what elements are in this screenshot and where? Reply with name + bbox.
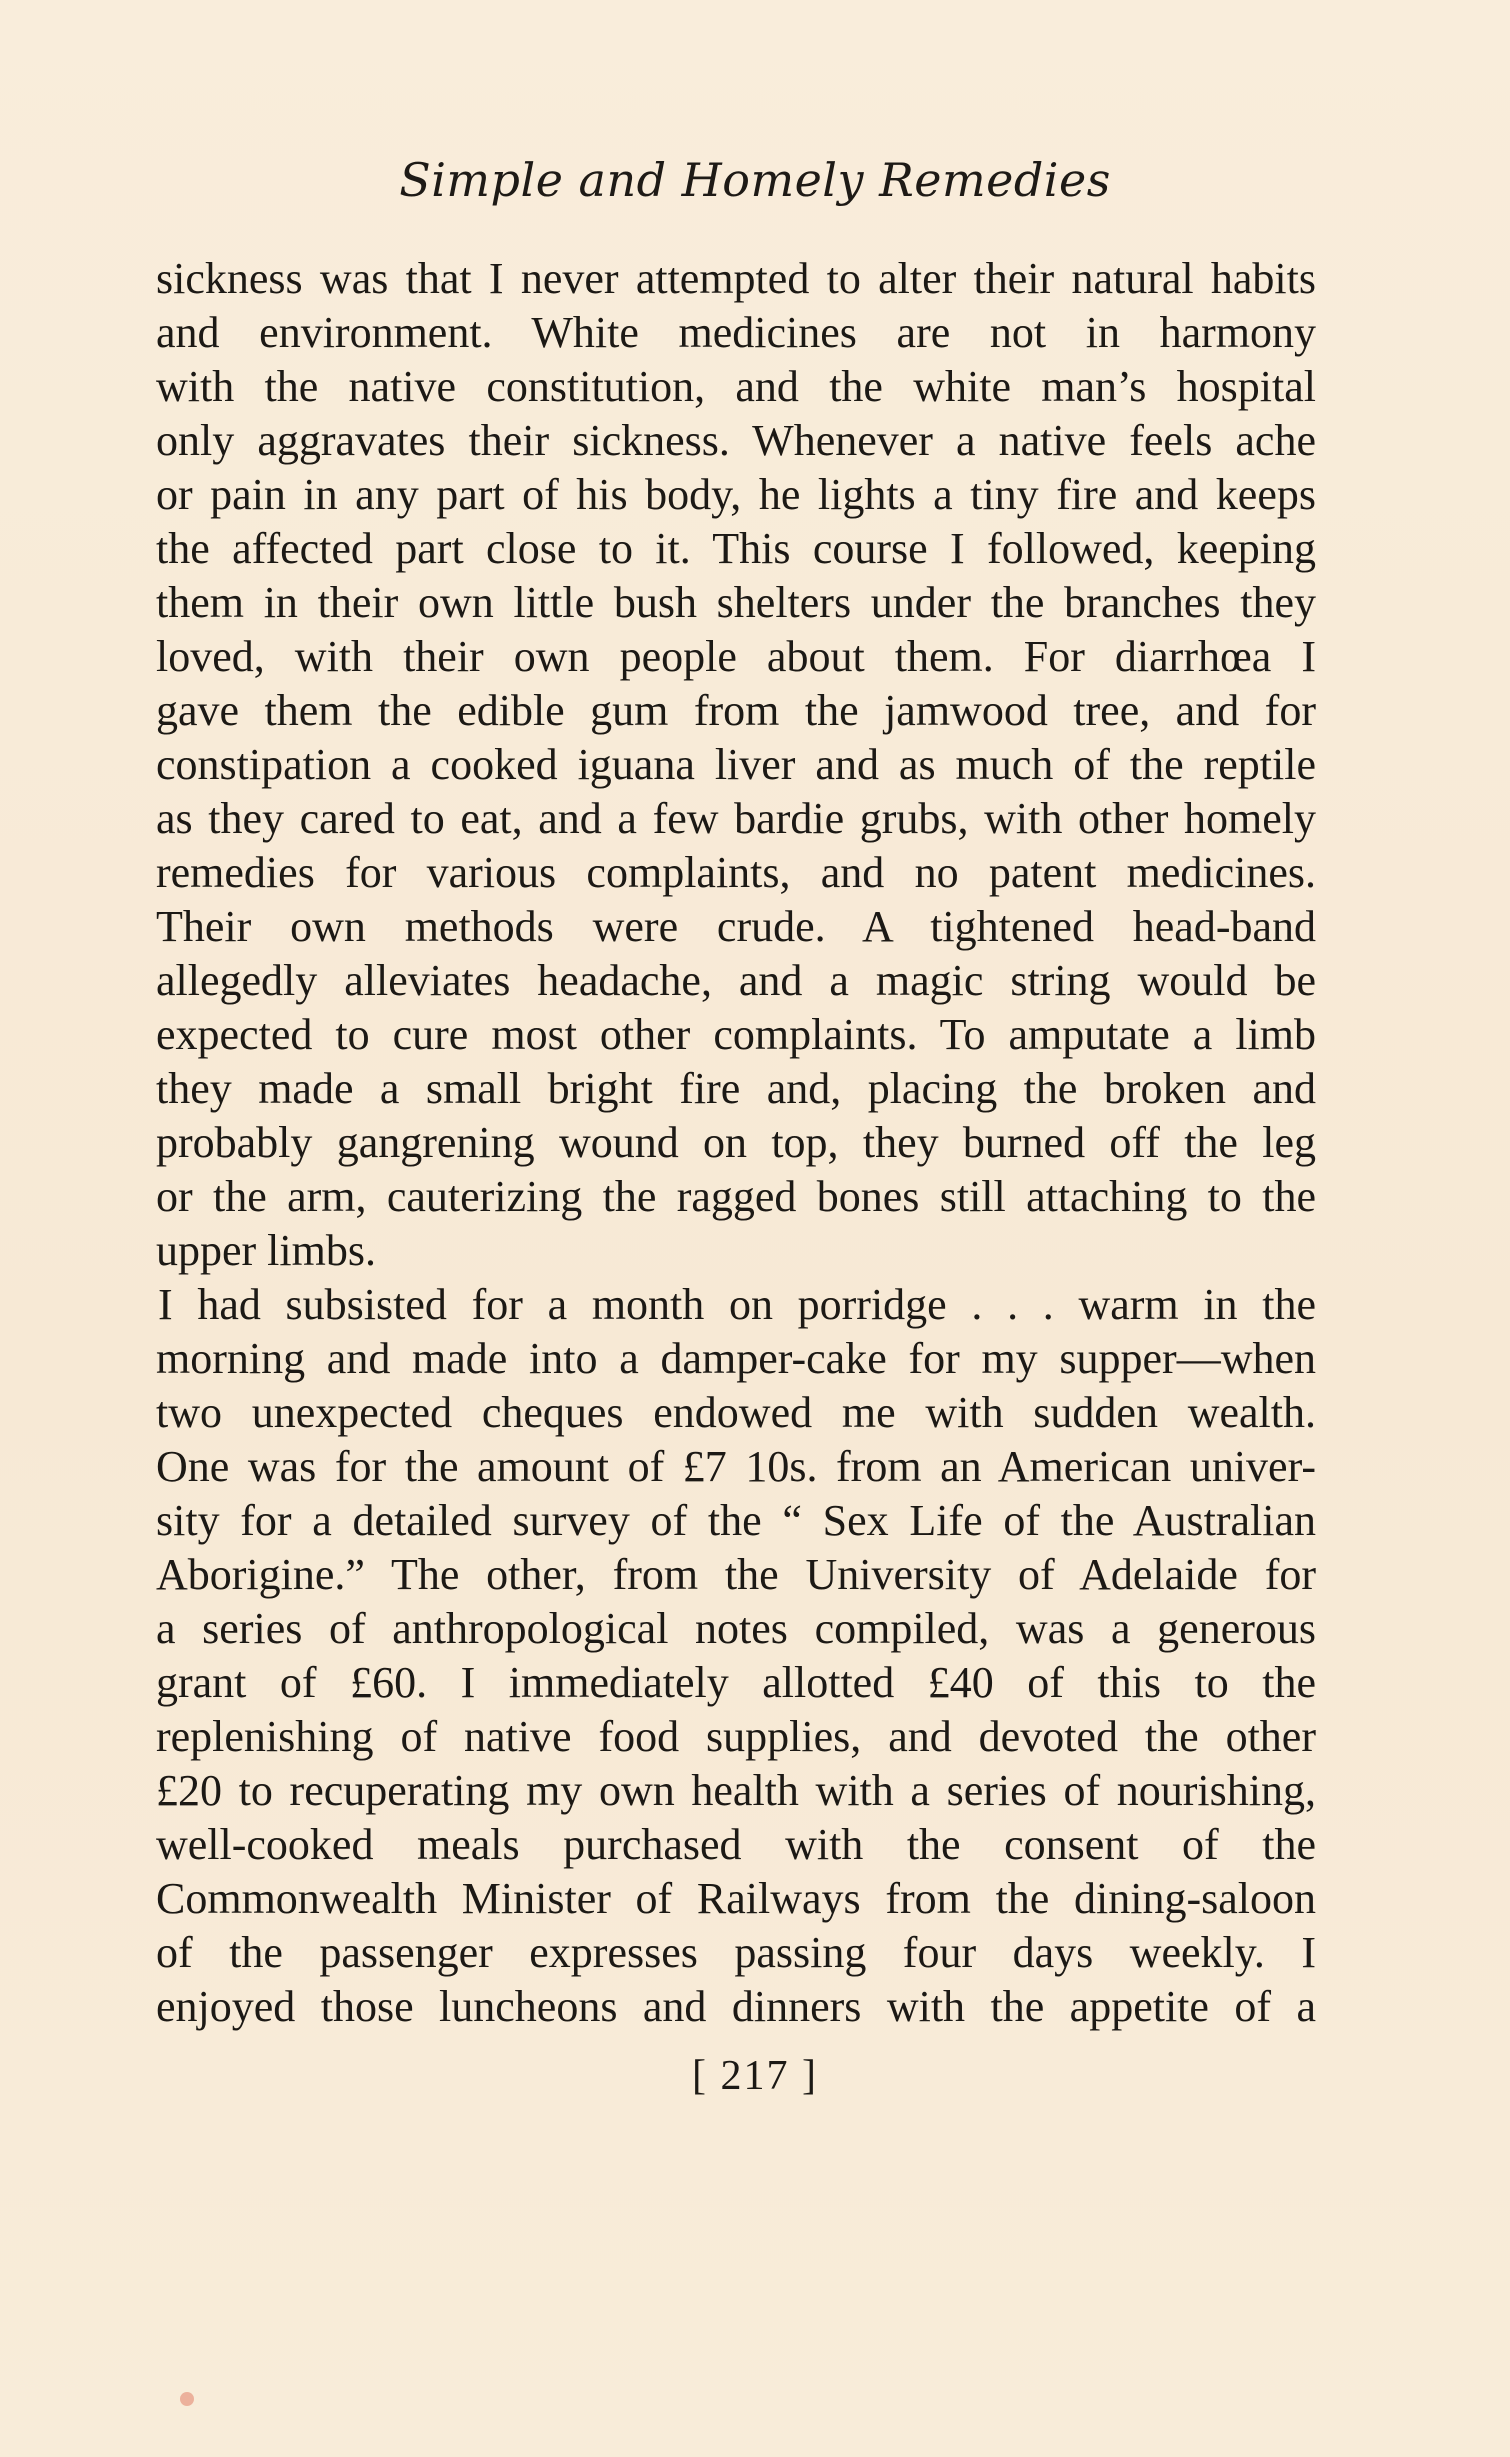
text-line: replenishing of native food supplies, and devoted the other bbox=[156, 1712, 1316, 1761]
body-text bbox=[156, 252, 1316, 2034]
text-line: Aborigine.” The other, from the University of Adelaide for bbox=[156, 1550, 1316, 1599]
text-line: £20 to recuperating my own health with a series of nourishing, bbox=[156, 1766, 1316, 1815]
paragraph-1 bbox=[156, 252, 1316, 1278]
text-line: only aggravates their sickness. Whenever a native feels ache bbox=[156, 416, 1316, 465]
paper-stain bbox=[180, 2392, 194, 2406]
text-line: morning and made into a damper-cake for my supper—when bbox=[156, 1334, 1316, 1383]
text-line: or pain in any part of his body, he lights a tiny fire and keeps bbox=[156, 470, 1316, 519]
text-line: probably gangrening wound on top, they burned off the leg bbox=[156, 1118, 1316, 1167]
text-line: One was for the amount of £7 10s. from an American univer- bbox=[156, 1442, 1316, 1491]
text-line: sickness was that I never attempted to alter their natural habits bbox=[156, 254, 1316, 303]
text-line: two unexpected cheques endowed me with sudden wealth. bbox=[156, 1388, 1316, 1437]
text-line: as they cared to eat, and a few bardie grubs, with other homely bbox=[156, 794, 1316, 843]
text-line: grant of £60. I immediately allotted £40 of this to the bbox=[156, 1658, 1316, 1707]
text-line: enjoyed those luncheons and dinners with the appetite of a bbox=[156, 1982, 1316, 2031]
text-line: gave them the edible gum from the jamwood tree, and for bbox=[156, 686, 1316, 735]
text-line: a series of anthropological notes compiled, was a generous bbox=[156, 1604, 1316, 1653]
text-line: I had subsisted for a month on porridge . . . warm in the bbox=[158, 1280, 1316, 1329]
text-line: constipation a cooked iguana liver and as much of the reptile bbox=[156, 740, 1316, 789]
text-line: the affected part close to it. This course I followed, keeping bbox=[156, 524, 1316, 573]
text-line: or the arm, cauterizing the ragged bones still attaching to the bbox=[156, 1172, 1316, 1221]
text-line: loved, with their own people about them. For diarrhœa I bbox=[156, 632, 1316, 681]
text-line: of the passenger expresses passing four days weekly. I bbox=[156, 1928, 1316, 1977]
text-line: with the native constitution, and the white man’s hospital bbox=[156, 362, 1316, 411]
text-line: Their own methods were crude. A tightened head-band bbox=[156, 902, 1316, 951]
text-line: they made a small bright fire and, placing the broken and bbox=[156, 1064, 1316, 1113]
paragraph-2 bbox=[156, 1278, 1316, 2034]
text-line: them in their own little bush shelters under the branches they bbox=[156, 578, 1316, 627]
running-head: Simple and Homely Remedies bbox=[399, 153, 1111, 207]
text-line: expected to cure most other complaints. To amputate a limb bbox=[156, 1010, 1316, 1059]
text-line: remedies for various complaints, and no patent medicines. bbox=[156, 848, 1316, 897]
text-line: well-cooked meals purchased with the consent of the bbox=[156, 1820, 1316, 1869]
text-line: upper limbs. bbox=[156, 1226, 376, 1275]
page-number: [ 217 ] bbox=[692, 2053, 818, 2099]
text-line: allegedly alleviates headache, and a magic string would be bbox=[156, 956, 1316, 1005]
text-line: Commonwealth Minister of Railways from the dining-saloon bbox=[156, 1874, 1316, 1923]
text-line: and environment. White medicines are not in harmony bbox=[156, 308, 1316, 357]
text-line: sity for a detailed survey of the “ Sex Life of the Australian bbox=[156, 1496, 1316, 1545]
